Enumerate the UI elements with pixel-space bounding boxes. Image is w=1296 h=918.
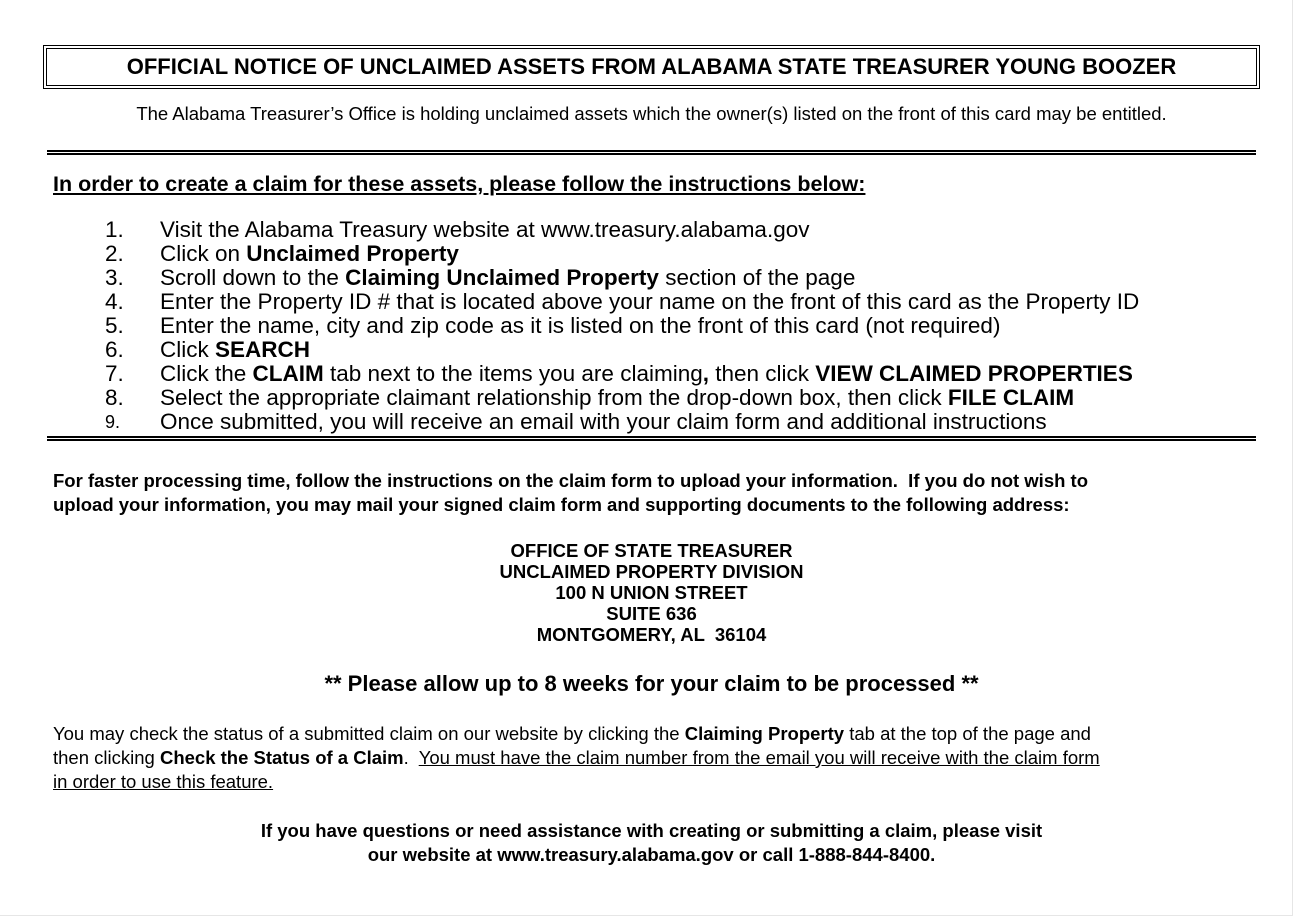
step-number: 3. [105, 265, 124, 290]
step-comma: , [702, 361, 709, 386]
step-text-end: section of the page [658, 265, 856, 290]
instructions-heading: In order to create a claim for these assets, please follow the instructions below: [53, 172, 866, 196]
step-emphasis: CLAIM [252, 361, 324, 386]
step-text: Scroll down to the [160, 265, 346, 290]
check-status-ref: Check the Status of a Claim [159, 747, 404, 768]
step-text-mid: tab next to the items you are claiming [323, 361, 703, 386]
step-text: Select the appropriate claimant relationship from the drop-down box, then click [160, 385, 948, 410]
step-emphasis: Claiming Unclaimed Property [345, 265, 659, 290]
step-text: Click [160, 337, 215, 362]
status-text-end: tab at the top of the page and [844, 723, 1091, 744]
status-text-mid: . [403, 747, 419, 768]
address-line-4: SUITE 636 [606, 603, 697, 624]
step-7 [105, 362, 1139, 386]
double-rule-top [47, 150, 1256, 155]
step-emphasis: FILE CLAIM [947, 385, 1075, 410]
step-number: 2. [105, 241, 124, 266]
step-number: 9. [105, 411, 121, 432]
address-line-2: UNCLAIMED PROPERTY DIVISION [499, 561, 804, 582]
faster-line-1: For faster processing time, follow the instructions on the claim form to upload your information. If you do not wish to [53, 470, 1089, 491]
step-number: 5. [105, 313, 124, 338]
contact-info [0, 819, 1296, 867]
step-text: Once submitted, you will receive an email with your claim form and additional instructions [160, 409, 1047, 434]
address-line-3: 100 N UNION STREET [555, 582, 748, 603]
claim-status-info [53, 722, 1263, 794]
claiming-property-tab-ref: Claiming Property [684, 723, 845, 744]
faster-line-2: upload your information, you may mail your signed claim form and supporting documents to the following address: [53, 494, 1070, 515]
instruction-steps [105, 218, 1139, 434]
status-text: You may check the status of a submitted claim on our website by clicking the [53, 723, 685, 744]
step-1 [105, 218, 1139, 242]
step-text: Enter the name, city and zip code as it is listed on the front of this card (not required) [160, 313, 1001, 338]
notice-title: OFFICIAL NOTICE OF UNCLAIMED ASSETS FROM ALABAMA STATE TREASURER YOUNG BOOZER [126, 54, 1177, 79]
status-line-2 [53, 746, 1263, 770]
step-emphasis: SEARCH [215, 337, 311, 362]
step-emphasis-2: VIEW CLAIMED PROPERTIES [815, 361, 1133, 386]
step-number: 8. [105, 385, 124, 410]
step-number: 6. [105, 337, 124, 362]
status-text: then clicking [53, 747, 160, 768]
address-line-5: MONTGOMERY, AL 36104 [536, 624, 767, 645]
step-6 [105, 338, 1139, 362]
step-number: 4. [105, 289, 124, 314]
step-3 [105, 266, 1139, 290]
faster-processing-note [53, 469, 1253, 517]
step-text: Click on [160, 241, 247, 266]
status-line-1 [53, 722, 1263, 746]
step-number: 1. [105, 217, 124, 242]
step-8 [105, 386, 1139, 410]
step-emphasis: Unclaimed Property [246, 241, 459, 266]
contact-line-2: our website at www.treasury.alabama.gov or call 1-888-844-8400. [367, 844, 936, 865]
step-text: Enter the Property ID # that is located above your name on the front of this card as the Property ID [160, 289, 1140, 314]
step-2 [105, 242, 1139, 266]
intro-text: The Alabama Treasurer’s Office is holding unclaimed assets which the owner(s) listed on the front of this card may be entitled. [136, 103, 1167, 124]
claim-number-requirement-end: in order to use this feature. [53, 771, 274, 792]
step-text: Visit the Alabama Treasury website at www.treasury.alabama.gov [160, 217, 810, 242]
status-line-3 [53, 770, 1263, 794]
contact-line-1: If you have questions or need assistance with creating or submitting a claim, please visit [260, 820, 1043, 841]
claim-number-requirement: You must have the claim number from the email you will receive with the claim form [418, 747, 1100, 768]
double-rule-bottom [47, 436, 1256, 441]
mailing-address [0, 540, 1296, 645]
step-4 [105, 290, 1139, 314]
address-line-1: OFFICE OF STATE TREASURER [510, 540, 793, 561]
step-9 [105, 410, 1139, 434]
step-text-end: then click [709, 361, 816, 386]
notice-title-box [43, 45, 1260, 89]
processing-time-notice: ** Please allow up to 8 weeks for your claim to be processed ** [324, 671, 979, 696]
step-number: 7. [105, 361, 124, 386]
step-5 [105, 314, 1139, 338]
step-text: Click the [160, 361, 253, 386]
